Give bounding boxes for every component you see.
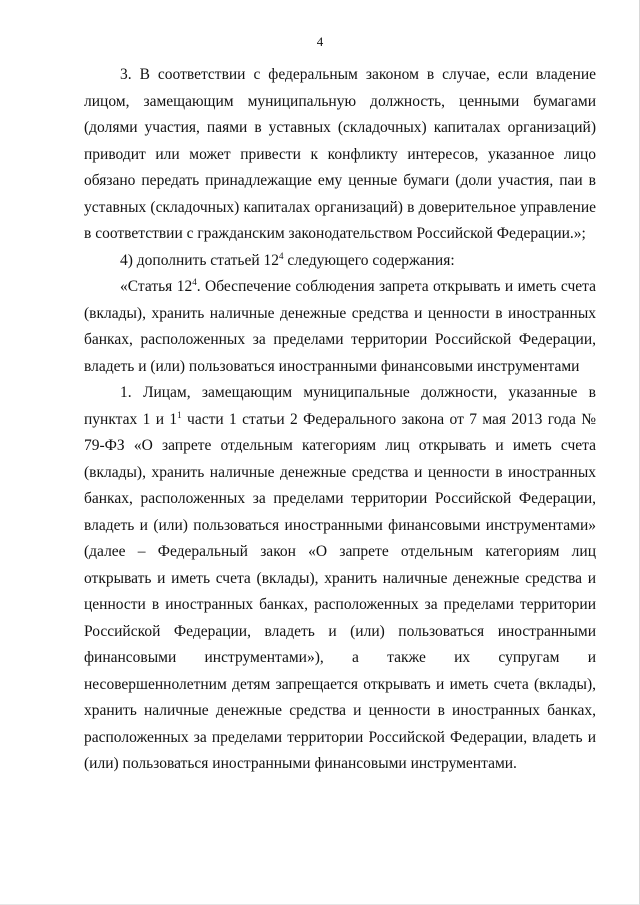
- paragraph-add-article-tail: следующего содержания:: [283, 251, 455, 269]
- paragraph-1-start: 1. Лицам, замещающим муниципальные должности, указанные в пунктах 1 и 1: [84, 384, 596, 428]
- paragraph-add-article-text: 4) дополнить статьей 12: [120, 251, 280, 269]
- article-heading-start: «Статья 12: [120, 278, 193, 295]
- paragraph-add-article: [84, 248, 596, 275]
- paragraph-1-superscript: 1: [177, 409, 182, 420]
- article-heading-superscript: 4: [192, 277, 197, 287]
- document-body: [84, 62, 596, 778]
- article-heading: [84, 274, 596, 380]
- page-number: 4: [316, 34, 324, 49]
- article-superscript: 4: [279, 250, 284, 261]
- paragraph-3-conflict-of-interest: 3. В соответствии с федеральным законом в случае, если владение лицом, замещающим муниципальную должность, ценными бумагами (долями участия, паями в уставных (складочных) капиталах организаций) приводит или может привести к конфликту интересов, указанное лицо обязано передать принадлежащие ему ценные бумаги (доли участия, паи в уставных (складочных) капиталах организаций) в доверительное управление в соответствии с гражданским законодательством Российской Федерации.»;: [84, 66, 596, 242]
- paragraph-1-rest: части 1 статьи 2 Федерального закона от 7 мая 2013 года № 79-ФЗ «О запрете отдельным категориям лиц открывать и иметь счета (вклады), хранить наличные денежные средства и ценности в иностранных банках, расположенных за пределами территории Российской Федерации, владеть и (или) пользоваться иностранными финансовыми инструментами» (далее – Федеральный закон «О запрете отдельным категориям лиц открывать и иметь счета (вклады), хранить наличные денежные средства и ценности в иностранных банках, расположенных за пределами территории Российской Федерации, владеть и (или) пользоваться иностранными финансовыми инструментами»), а также их супругам и несовершеннолетним детям запрещается открывать и иметь счета (вклады), хранить наличные денежные средства и ценности в иностранных банках, расположенных за пределами территории Российской Федерации, владеть и (или) пользоваться иностранными финансовыми инструментами.: [84, 410, 596, 772]
- paragraph-1-prohibition: [84, 380, 596, 778]
- article-heading-title: . Обеспечение соблюдения запрета открывать и иметь счета (вклады), хранить наличные денежные средства и ценности в иностранных банках, расположенных за пределами территории Российской Федерации, владеть и (или) пользоваться иностранными финансовыми инструментами: [84, 278, 596, 375]
